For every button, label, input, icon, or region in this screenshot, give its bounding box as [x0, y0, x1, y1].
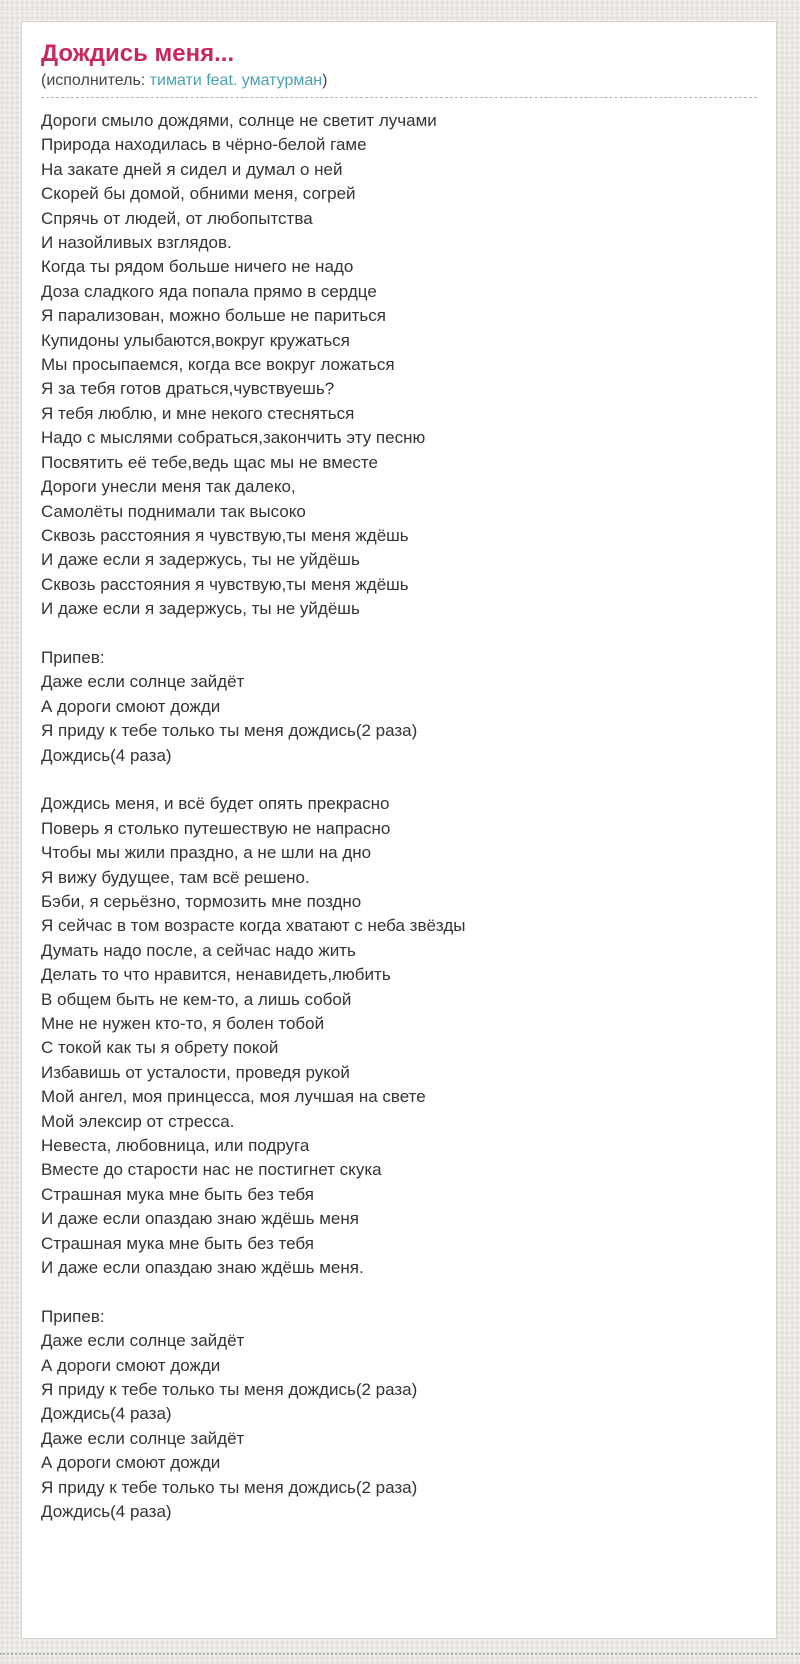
lyric-line: Делать то что нравится, ненавидеть,любить	[41, 965, 391, 985]
lyrics-stanza	[41, 646, 757, 768]
lyric-line: Дороги смыло дождями, солнце не светит лучами	[41, 111, 437, 130]
lyric-line: Самолёты поднимали так высоко	[41, 501, 306, 521]
lyric-line: Купидоны улыбаются,вокруг кружаться	[41, 330, 350, 350]
lyrics-stanza	[41, 109, 757, 622]
lyric-line: Скорей бы домой, обними меня, согрей	[41, 184, 356, 204]
lyric-line: Чтобы мы жили праздно, а не шли на дно	[41, 843, 372, 863]
header-separator	[41, 97, 757, 98]
lyric-line: Сквозь расстояния я чувствую,ты меня ждёшь	[41, 574, 409, 594]
lyric-line: Сквозь расстояния я чувствую,ты меня ждёшь	[41, 525, 409, 545]
lyric-line: Дождись(4 раза)	[41, 1502, 172, 1522]
lyric-line: Мой ангел, моя принцесса, моя лучшая на свете	[41, 1087, 426, 1107]
lyric-line: В общем быть не кем-то, а лишь собой	[41, 989, 352, 1009]
lyric-line: Я вижу будущее, там всё решено.	[41, 867, 310, 887]
lyric-line: Избавишь от усталости, проведя рукой	[41, 1062, 350, 1082]
lyric-line: Мы просыпаемся, когда все вокруг ложаться	[41, 355, 395, 375]
lyric-line: Припев:	[41, 1306, 105, 1326]
lyric-line: Дороги унесли меня так далеко,	[41, 477, 296, 497]
lyric-line: На закате дней я сидел и думал о ней	[41, 159, 343, 179]
lyric-line: Мой элексир от стресса.	[41, 1111, 235, 1131]
lyric-line: Природа находилась в чёрно-белой гаме	[41, 135, 367, 155]
lyric-line: И даже если опаздаю знаю ждёшь меня	[41, 1209, 359, 1229]
lyric-line: Я приду к тебе только ты меня дождись(2 раза)	[41, 721, 418, 741]
lyric-line: Даже если солнце зайдёт	[41, 1428, 245, 1448]
lyric-line: А дороги смоют дожди	[41, 1355, 221, 1375]
artist-suffix: )	[322, 72, 328, 89]
bottom-dotted-divider	[0, 1653, 800, 1655]
top-hairline	[0, 10, 800, 11]
lyric-line: Посвятить её тебе,ведь щас мы не вместе	[41, 452, 378, 472]
lyric-line: Мне не нужен кто-то, я болен тобой	[41, 1014, 325, 1033]
lyric-line: Поверь я столько путешествую не напрасно	[41, 818, 391, 838]
lyric-line: Я сейчас в том возрасте когда хватают с неба звёзды	[41, 916, 466, 936]
lyric-line: И даже если я задержусь, ты не уйдёшь	[41, 550, 360, 570]
lyric-line: Невеста, любовница, или подруга	[41, 1136, 310, 1156]
lyric-line: Припев:	[41, 647, 105, 667]
lyric-line: И назойливых взглядов.	[41, 233, 232, 253]
lyric-line: Даже если солнце зайдёт	[41, 672, 245, 692]
lyric-line: Я приду к тебе только ты меня дождись(2 раза)	[41, 1477, 418, 1497]
lyric-line: Когда ты рядом больше ничего не надо	[41, 257, 354, 277]
lyric-line: Дождись меня, и всё будет опять прекрасно	[41, 794, 390, 814]
lyric-line: Даже если солнце зайдёт	[41, 1331, 245, 1351]
lyric-line: Вместе до старости нас не постигнет скука	[41, 1160, 382, 1180]
lyrics-card	[21, 21, 777, 1639]
lyric-line: Я приду к тебе только ты меня дождись(2 раза)	[41, 1380, 418, 1400]
lyric-line: Спрячь от людей, от любопытства	[41, 208, 313, 228]
lyric-line: Бэби, я серьёзно, тормозить мне поздно	[41, 891, 362, 911]
page-title: Дождись меня...	[41, 40, 235, 67]
lyric-line: Я за тебя готов драться,чувствуешь?	[41, 379, 335, 399]
lyrics-stanza	[41, 1305, 757, 1525]
lyrics-stanza	[41, 792, 757, 1280]
lyric-line: А дороги смоют дожди	[41, 696, 221, 716]
artist-link[interactable]: тимати feat. уматурман	[149, 72, 323, 89]
lyrics-block	[41, 109, 757, 1525]
lyric-line: Я тебя люблю, и мне некого стесняться	[41, 403, 355, 423]
lyric-line: Дождись(4 раза)	[41, 1404, 172, 1424]
lyric-line: И даже если опаздаю знаю ждёшь меня.	[41, 1258, 364, 1278]
lyric-line: Дождись(4 раза)	[41, 745, 172, 765]
lyric-line: Я парализован, можно больше не париться	[41, 306, 386, 326]
lyric-line: Надо с мыслями собраться,закончить эту песню	[41, 428, 426, 448]
lyric-line: И даже если я задержусь, ты не уйдёшь	[41, 599, 360, 619]
lyric-line: Страшная мука мне быть без тебя	[41, 1233, 314, 1253]
lyric-line: Доза сладкого яда попала прямо в сердце	[41, 281, 377, 301]
artist-prefix: (исполнитель:	[41, 72, 150, 89]
lyric-line: Думать надо после, а сейчас надо жить	[41, 940, 356, 960]
artist-line	[41, 70, 757, 92]
lyric-line: А дороги смоют дожди	[41, 1453, 221, 1473]
lyric-line: С токой как ты я обрету покой	[41, 1038, 279, 1058]
lyric-line: Страшная мука мне быть без тебя	[41, 1184, 314, 1204]
